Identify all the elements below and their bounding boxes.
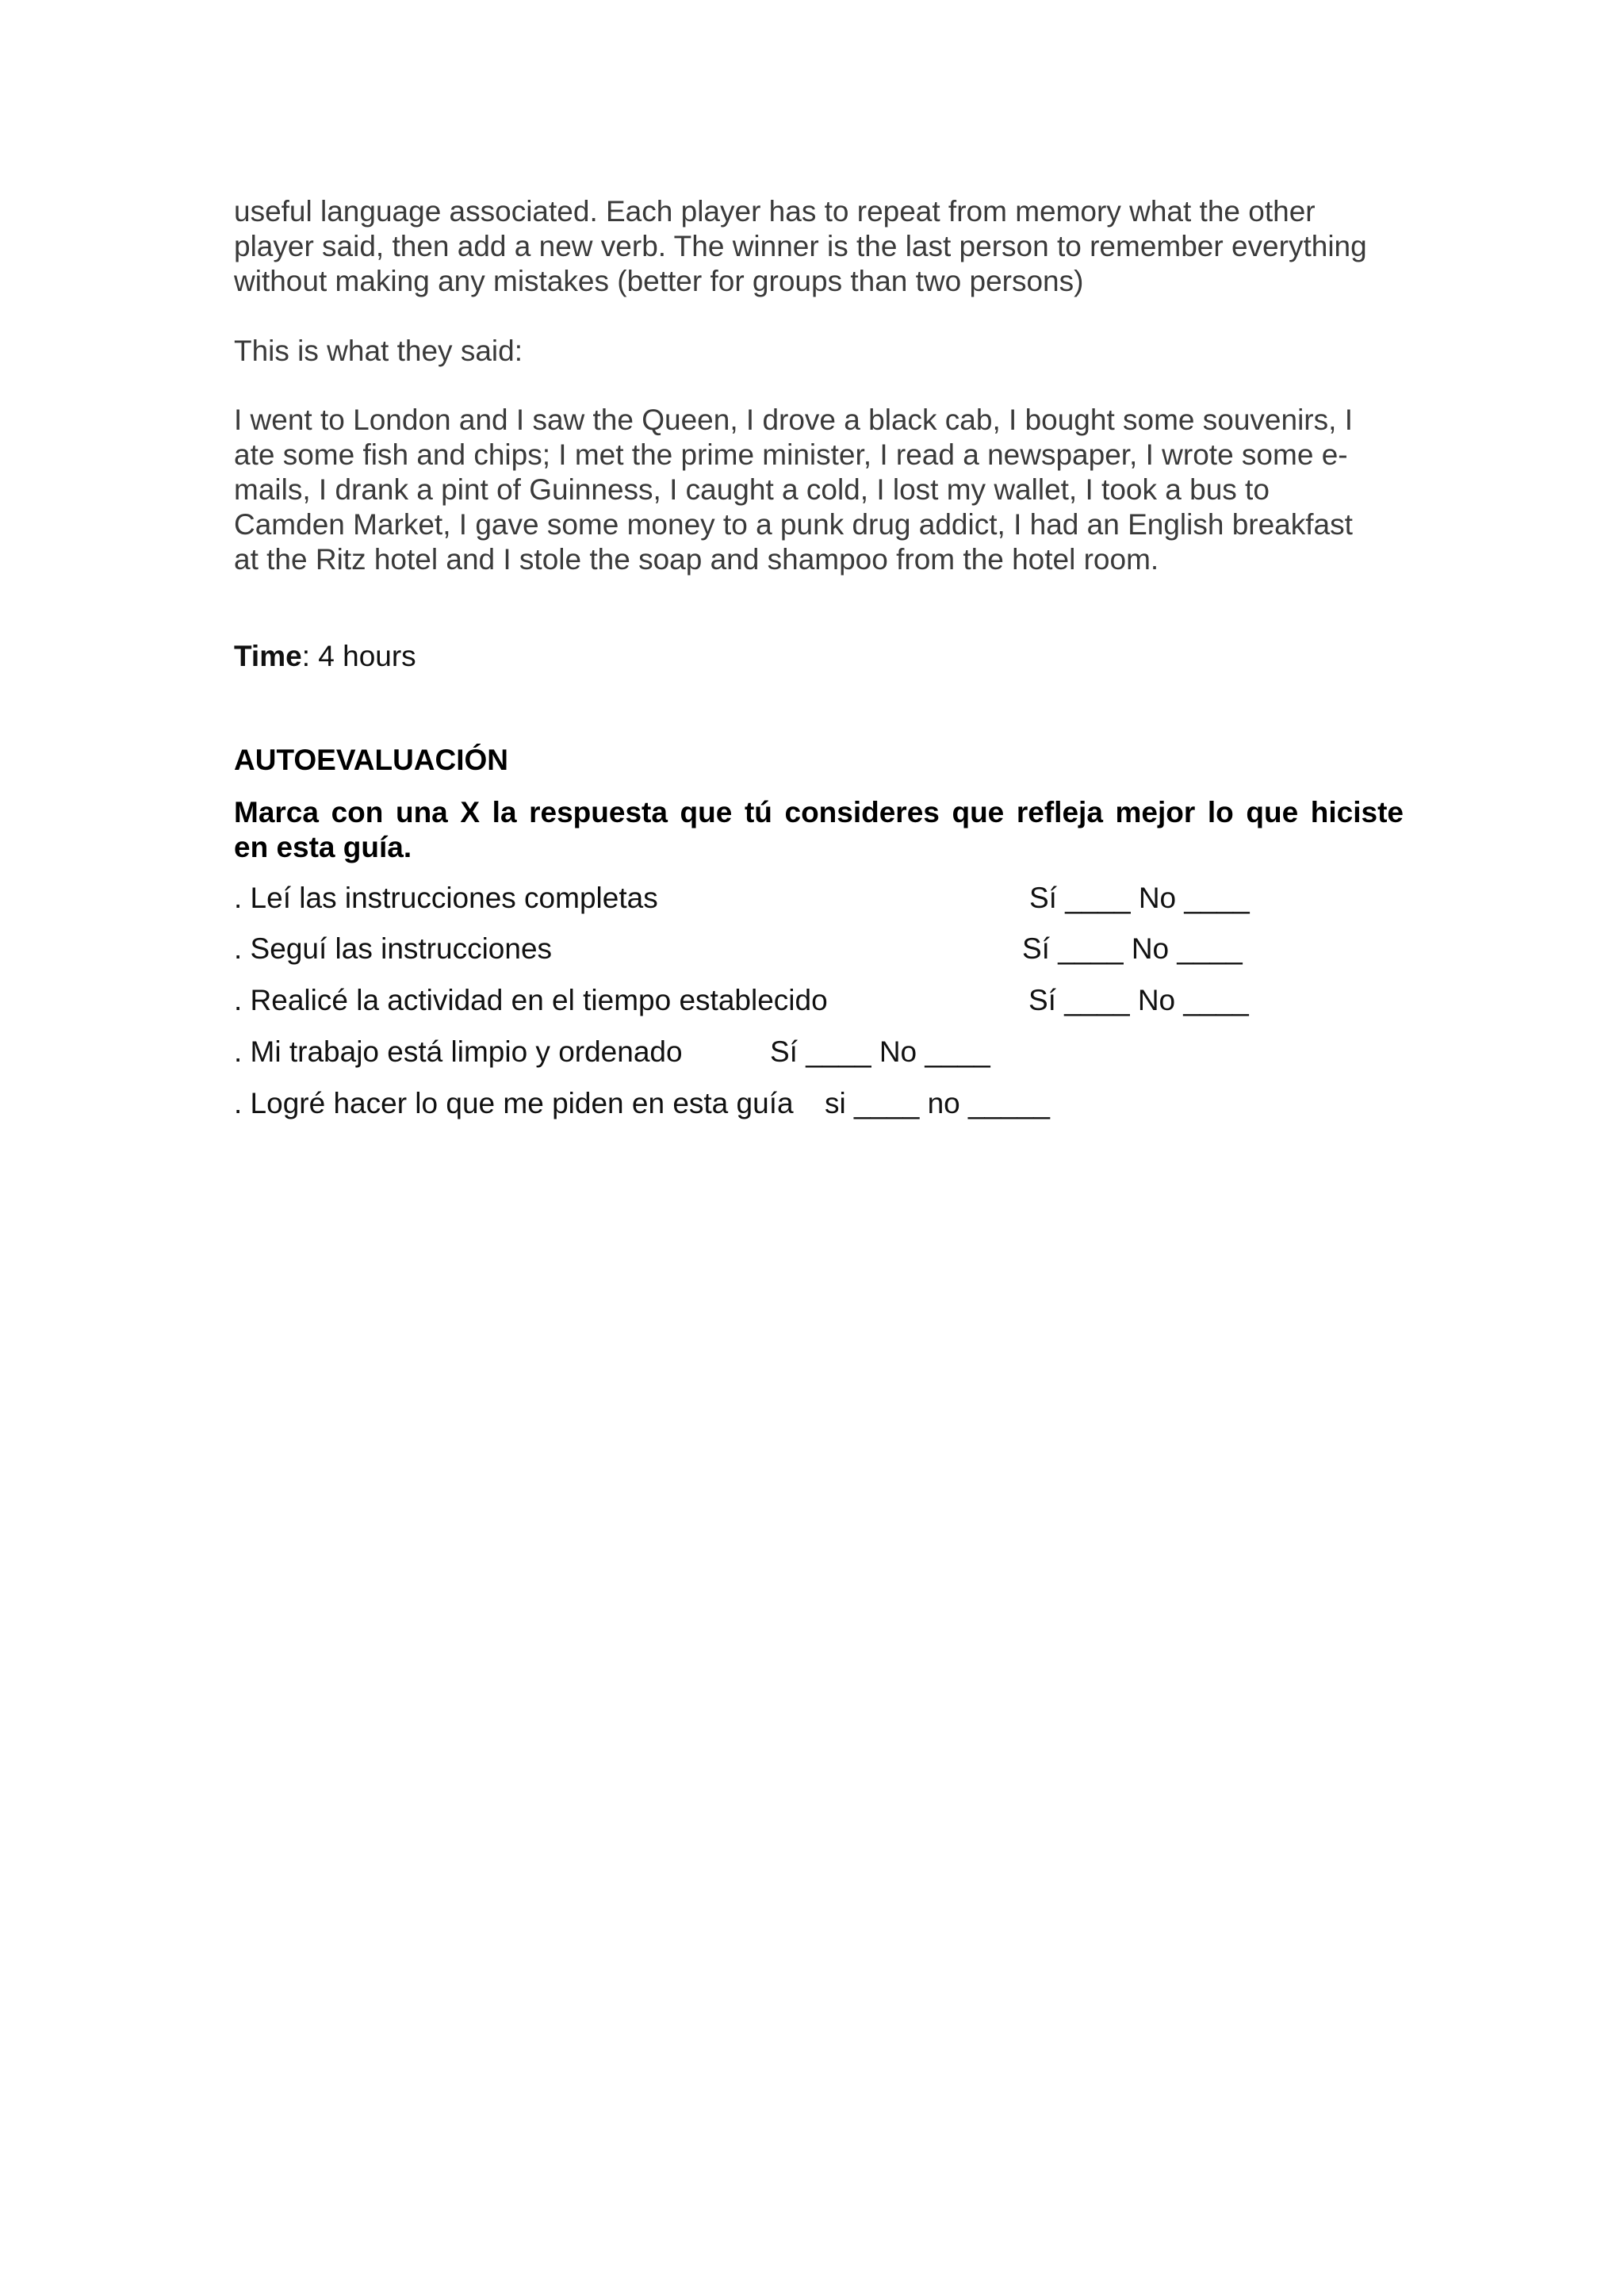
example-line: at the Ritz hotel and I stole the soap and shampoo from the hotel room. (234, 543, 1159, 576)
checklist-answer-blank: Sí ____ No ____ (770, 1035, 990, 1068)
example-line: ate some fish and chips; I met the prime minister, I read a newspaper, I wrote some e- (234, 438, 1348, 471)
checklist-answer-blank: si ____ no _____ (825, 1087, 1050, 1119)
checklist-item: . Leí las instrucciones completas (234, 882, 658, 914)
checklist-answer-blank: Sí ____ No ____ (1029, 882, 1250, 914)
checklist-answer-blank: Sí ____ No ____ (1028, 984, 1249, 1016)
checklist-item: . Mi trabajo está limpio y ordenado (234, 1035, 683, 1068)
instruction-line: Marca con una X la respuesta que tú consideres que refleja mejor lo que hiciste (234, 796, 1404, 828)
checklist-item: . Realicé la actividad en el tiempo establecido (234, 984, 828, 1016)
intro-line: player said, then add a new verb. The winner is the last person to remember everything (234, 230, 1367, 262)
example-paragraph (234, 403, 1404, 577)
example-line: mails, I drank a pint of Guinness, I caught a cold, I lost my wallet, I took a bus to (234, 473, 1270, 506)
intro-paragraph (234, 194, 1404, 299)
checklist-item: . Seguí las instrucciones (234, 932, 553, 965)
instruction-line: en esta guía. (234, 831, 412, 863)
example-line: Camden Market, I gave some money to a punk drug addict, I had an English breakfast (234, 508, 1353, 541)
said-label: This is what they said: (234, 335, 523, 367)
time-value: : 4 hours (301, 640, 416, 672)
checklist-answer-blank: Sí ____ No ____ (1022, 932, 1243, 965)
intro-line: useful language associated. Each player has to repeat from memory what the other (234, 195, 1316, 228)
self-eval-instruction (234, 795, 1404, 865)
time-label: Time (234, 640, 302, 672)
checklist-item: . Logré hacer lo que me piden en esta guía (234, 1087, 794, 1119)
self-eval-heading: AUTOEVALUACIÓN (234, 744, 509, 776)
intro-line: without making any mistakes (better for groups than two persons) (234, 265, 1084, 297)
example-line: I went to London and I saw the Queen, I drove a black cab, I bought some souvenirs, I (234, 404, 1353, 436)
time-line (234, 639, 416, 674)
